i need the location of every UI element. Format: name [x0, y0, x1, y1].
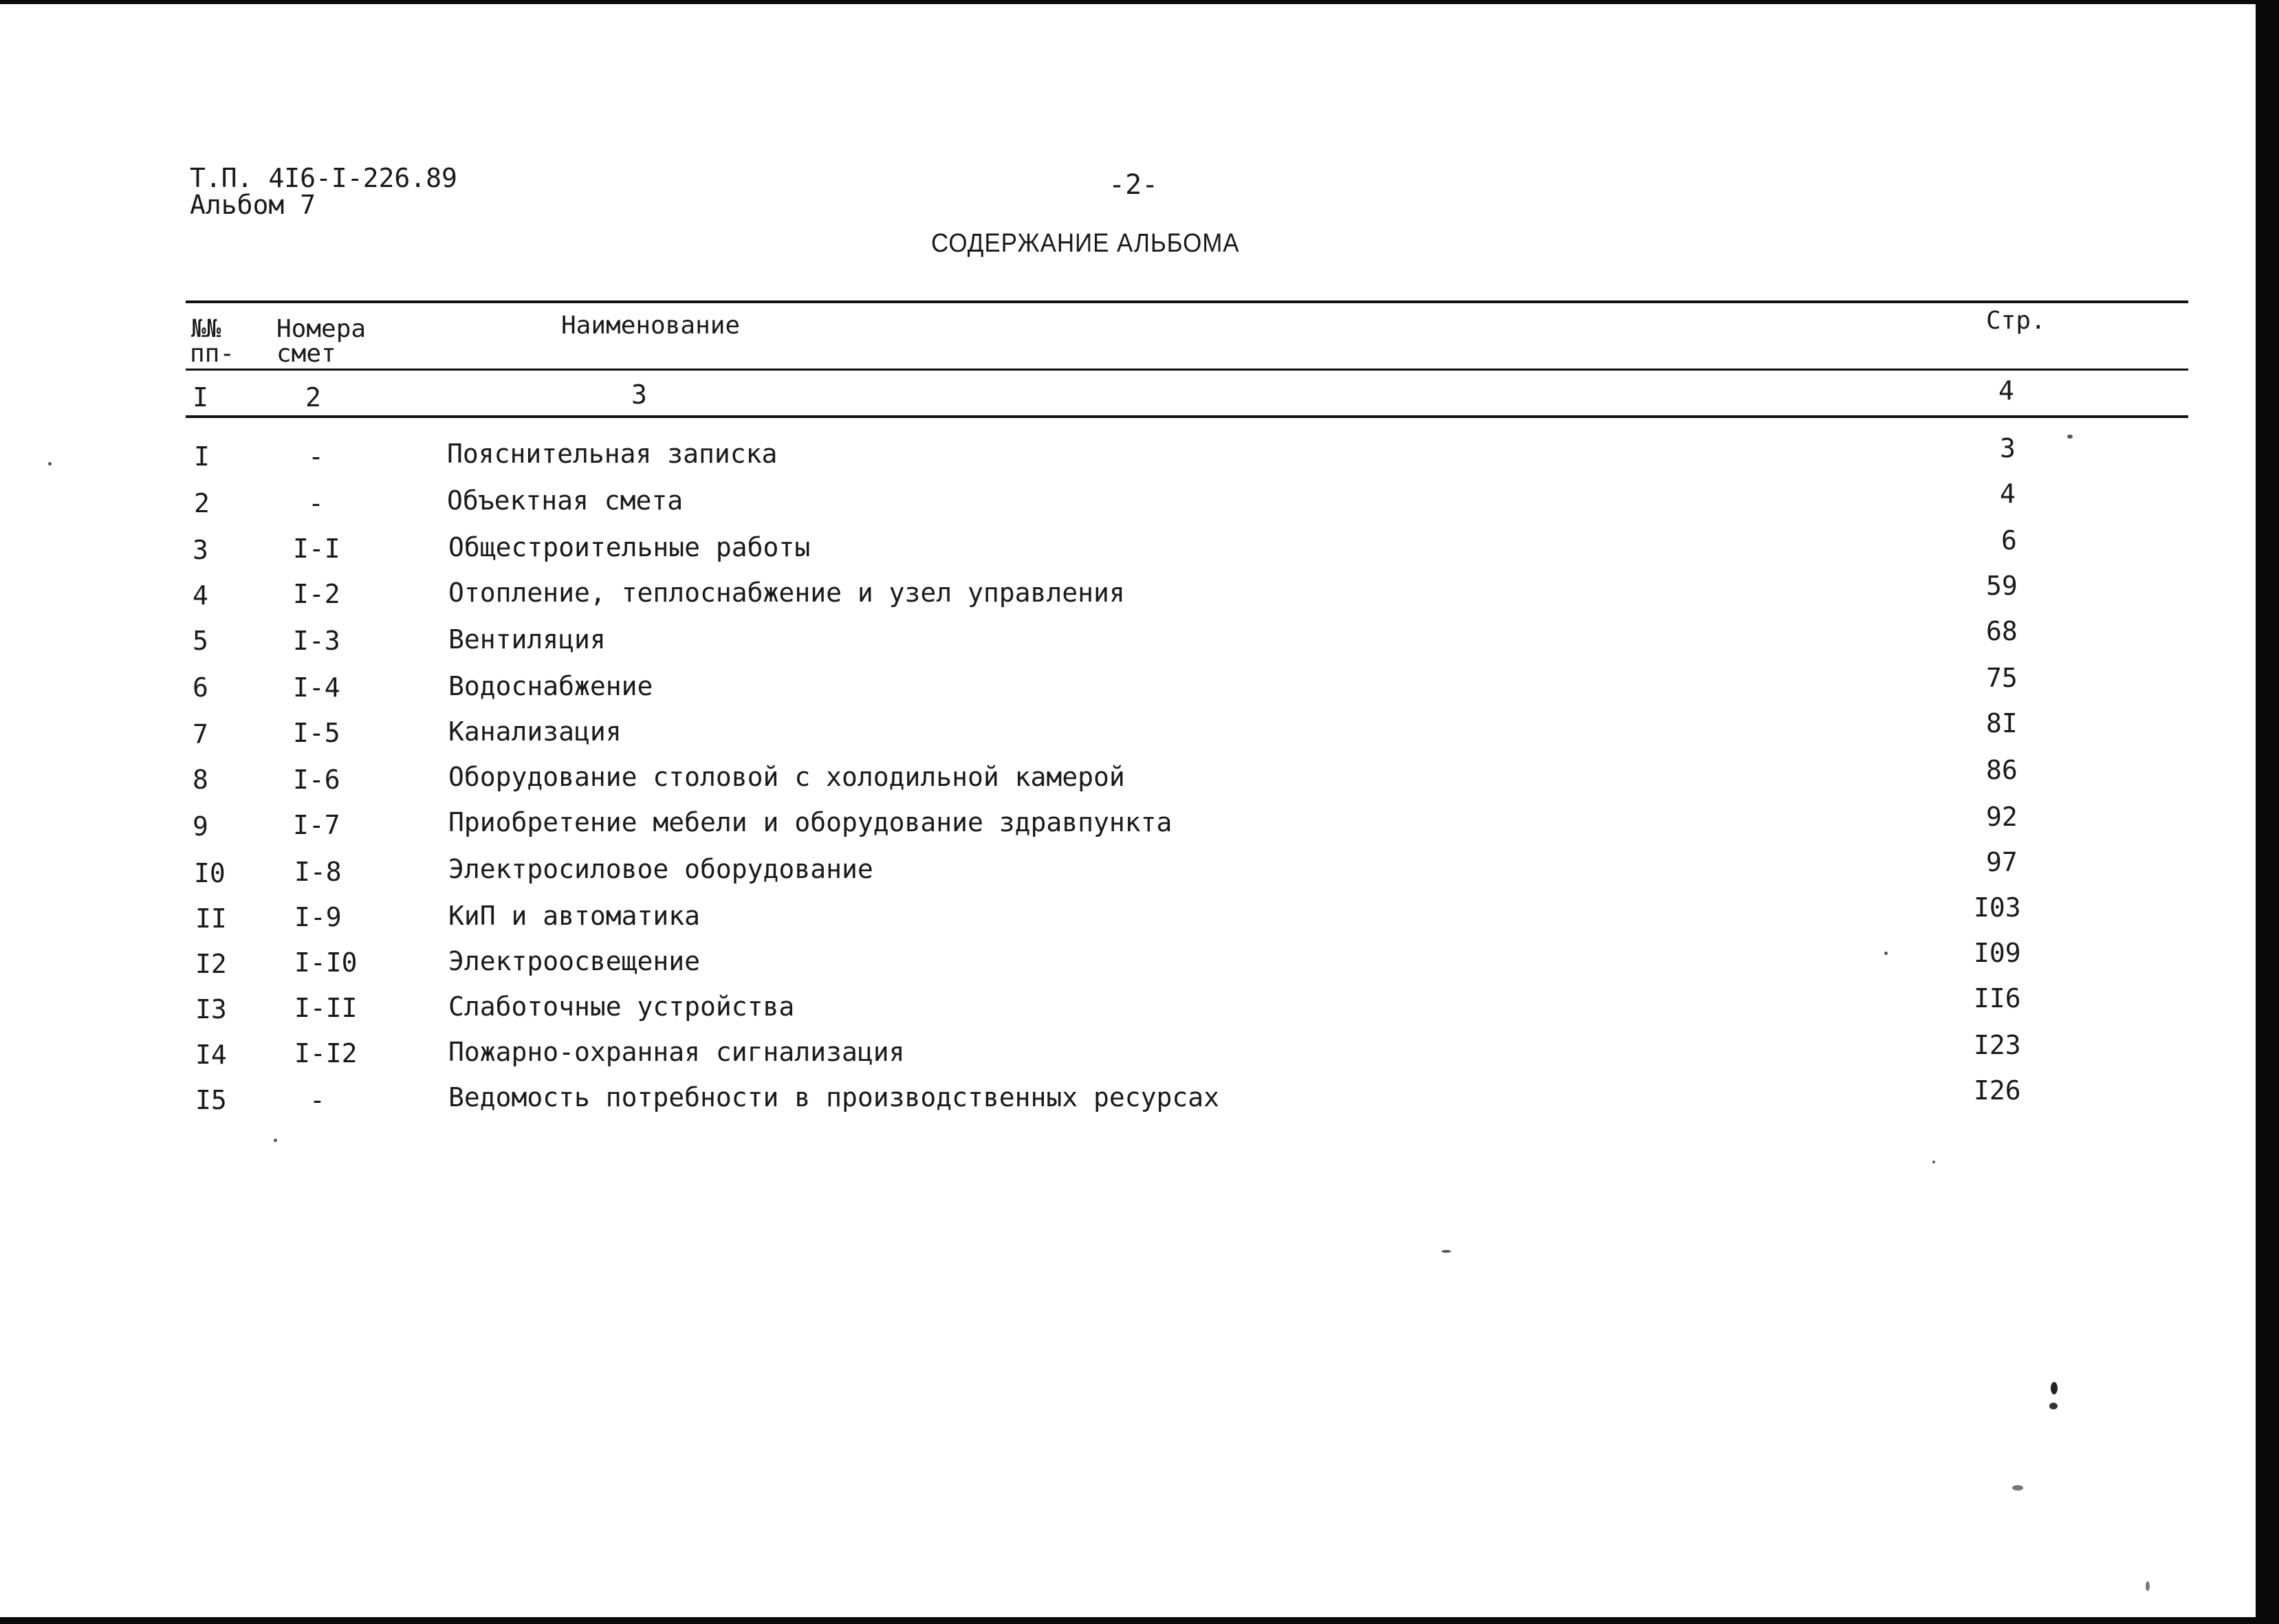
page-number: -2-: [1109, 169, 1159, 201]
header-smeta-line1: Номера: [276, 315, 367, 343]
column-number-4: 4: [1998, 375, 2014, 406]
row-smeta: I-4: [293, 672, 340, 703]
row-page: 6: [2001, 525, 2017, 556]
row-smeta: I-7: [293, 810, 340, 840]
row-name: Приобретение мебели и оборудование здравпункта: [448, 807, 1173, 837]
row-number: 2: [194, 488, 210, 518]
row-page: I09: [1974, 938, 2021, 968]
row-page: I26: [1974, 1075, 2021, 1106]
scan-border-right: [2256, 0, 2279, 1624]
row-smeta: I-3: [293, 626, 340, 656]
row-smeta: I-I0: [294, 947, 358, 978]
row-name: Пожарно-охранная сигнализация: [448, 1037, 905, 1067]
row-name: Слаботочные устройства: [448, 991, 795, 1022]
row-page: 59: [1986, 571, 2018, 601]
row-name: Канализация: [448, 716, 622, 747]
column-number-3: 3: [631, 380, 647, 410]
row-number: I5: [195, 1085, 227, 1115]
scan-speck: [1884, 952, 1888, 955]
row-smeta: -: [309, 1085, 325, 1115]
row-name: Электросиловое оборудование: [448, 854, 873, 884]
row-number: I4: [195, 1040, 227, 1070]
row-page: II6: [1974, 983, 2021, 1013]
scan-speck: [1932, 1161, 1935, 1163]
row-name: КиП и автоматика: [448, 901, 701, 931]
scan-speck: [48, 462, 52, 465]
row-name: Общестроительные работы: [448, 532, 811, 562]
row-number: 5: [193, 626, 208, 656]
column-number-1: I: [193, 382, 208, 413]
row-smeta: -: [308, 488, 324, 518]
row-page: 8I: [1986, 708, 2018, 738]
table-header-rule: [186, 369, 2188, 371]
header-num-line1: №№: [191, 315, 221, 343]
row-smeta: I-5: [293, 718, 340, 748]
table-colnum-rule: [186, 415, 2188, 418]
row-smeta: I-6: [293, 765, 340, 795]
row-number: I0: [194, 858, 226, 888]
row-page: I23: [1974, 1030, 2021, 1060]
table-top-rule: [186, 300, 2188, 303]
row-smeta: I-I2: [294, 1038, 358, 1068]
scan-speck: [2067, 435, 2073, 439]
row-smeta: I-2: [293, 579, 340, 609]
row-number: 4: [193, 580, 208, 611]
scan-border-top: [0, 0, 2279, 4]
row-number: I2: [195, 949, 227, 979]
header-smeta-line2: смет: [276, 340, 336, 368]
row-name: Ведомость потребности в производственных ресурсах: [448, 1082, 1220, 1112]
row-page: 68: [1986, 616, 2018, 646]
row-number: 6: [193, 672, 208, 703]
row-number: II: [195, 903, 227, 934]
row-name: Оборудование столовой с холодильной камерой: [448, 762, 1125, 792]
row-number: I: [194, 441, 210, 472]
row-page: 3: [2000, 433, 2016, 463]
row-name: Электроосвещение: [448, 946, 701, 976]
row-number: 3: [193, 535, 208, 565]
row-name: Пояснительная записка: [447, 439, 778, 469]
row-page: 92: [1986, 802, 2018, 832]
row-name: Отопление, теплоснабжение и узел управления: [448, 578, 1125, 608]
row-page: 97: [1986, 847, 2018, 877]
row-page: 75: [1986, 663, 2018, 693]
header-page: Стр.: [1986, 307, 2046, 335]
document-title: СОДЕРЖАНИЕ АЛЬБОМА: [931, 229, 1240, 258]
scan-speck: [2049, 1403, 2058, 1409]
row-smeta: I-II: [294, 993, 358, 1023]
header-num-line2: пп-: [190, 340, 235, 368]
row-name: Объектная смета: [447, 485, 684, 516]
row-page: I03: [1974, 892, 2021, 923]
header-name: Наименование: [561, 311, 741, 340]
scan-speck: [2146, 1581, 2150, 1591]
scan-speck: [274, 1139, 277, 1142]
row-page: 4: [2000, 479, 2016, 509]
row-number: 8: [193, 765, 208, 795]
row-number: I3: [195, 994, 227, 1024]
row-name: Водоснабжение: [448, 671, 653, 701]
row-number: 9: [193, 811, 208, 842]
scan-border-bottom: [0, 1617, 2279, 1624]
album-label: Альбом 7: [190, 190, 316, 220]
scan-speck: [1441, 1250, 1451, 1253]
column-number-2: 2: [305, 382, 321, 413]
row-page: 86: [1986, 755, 2018, 785]
row-name: Вентиляция: [448, 624, 606, 655]
document-code: Т.П. 4I6-I-226.89: [190, 163, 457, 193]
scan-speck: [2012, 1485, 2023, 1491]
scan-speck: [2051, 1382, 2058, 1394]
row-smeta: -: [308, 441, 324, 472]
row-smeta: I-I: [293, 534, 340, 564]
row-number: 7: [193, 719, 208, 749]
row-smeta: I-9: [294, 902, 342, 932]
row-smeta: I-8: [294, 857, 342, 887]
